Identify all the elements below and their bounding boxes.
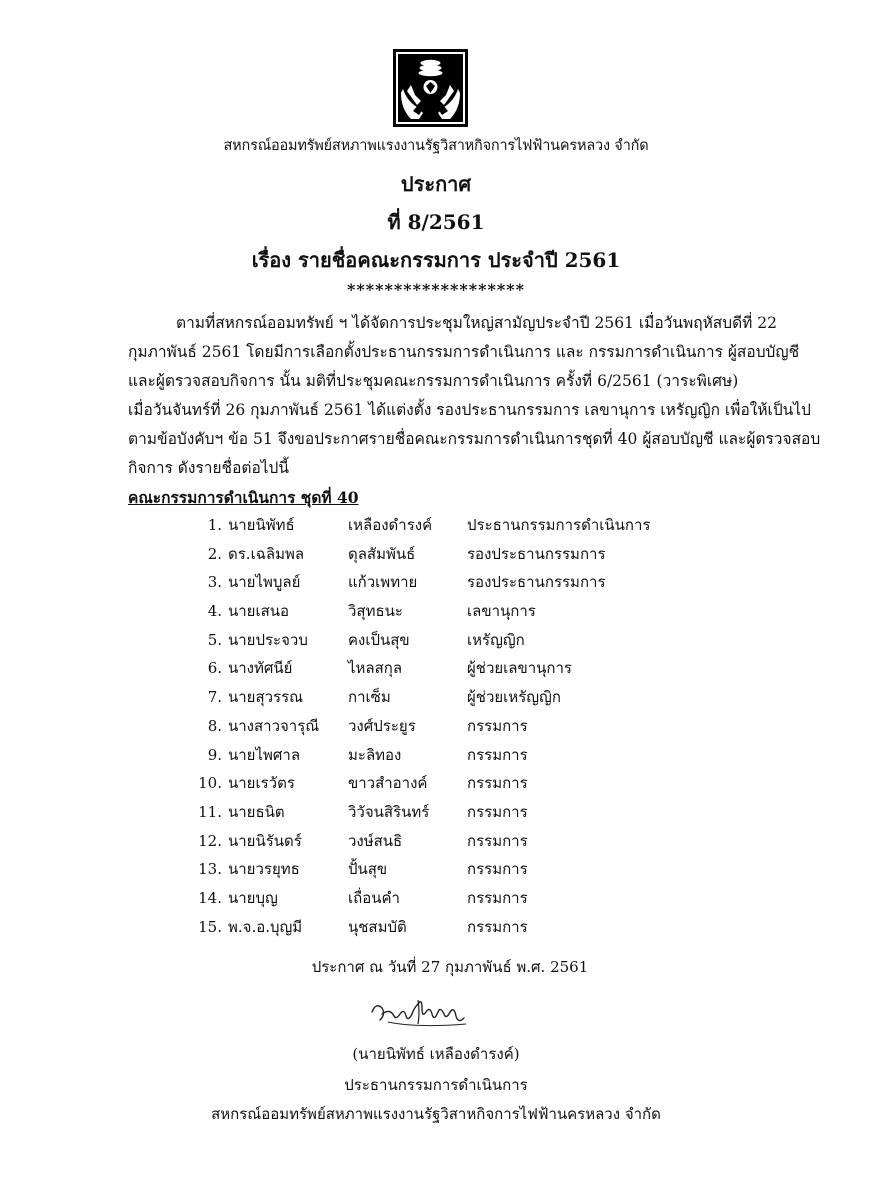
member-row — [198, 511, 678, 540]
member-role: เลขานุการ — [467, 602, 536, 621]
member-number: 3. — [207, 573, 222, 592]
member-row — [198, 597, 678, 626]
member-row — [198, 683, 678, 712]
member-role: กรรมการ — [467, 802, 528, 821]
committee-member-list — [198, 511, 678, 941]
member-role: กรรมการ — [467, 745, 528, 764]
member-last-name: วงศ์ประยูร — [348, 716, 416, 735]
body-line: กิจการ ดังรายชื่อต่อไปนี้ — [128, 459, 289, 477]
member-row — [198, 827, 678, 856]
member-first-name: ดร.เฉลิมพล — [228, 544, 305, 563]
member-number: 7. — [207, 688, 222, 707]
member-last-name: นุชสมบัติ — [348, 917, 407, 936]
member-row — [198, 712, 678, 741]
member-row — [198, 626, 678, 655]
member-row — [198, 568, 678, 597]
member-row — [198, 884, 678, 913]
announcement-date: ประกาศ ณ วันที่ 27 กุมภาพันธ์ พ.ศ. 2561 — [311, 958, 589, 976]
body-line: กุมภาพันธ์ 2561 โดยมีการเลือกตั้งประธานกรรมการดำเนินการ และ กรรมการดำเนินการ ผู้สอบบัญชี — [128, 343, 800, 361]
member-first-name: นายประจวบ — [228, 630, 308, 649]
member-number: 8. — [207, 716, 222, 735]
body-paragraph — [128, 309, 821, 483]
member-number: 12. — [198, 831, 222, 850]
announcement-title: ประกาศ — [400, 172, 472, 196]
member-role: ผู้ช่วยเหรัญญิก — [467, 688, 561, 707]
member-number: 14. — [198, 888, 222, 907]
member-last-name: เถื่อนคำ — [348, 888, 400, 907]
body-line: และผู้ตรวจสอบกิจการ นั้น มติที่ประชุมคณะกรรมการดำเนินการ ครั้งที่ 6/2561 (วาระพิเศษ) — [128, 372, 739, 390]
member-role: ประธานกรรมการดำเนินการ — [467, 516, 651, 534]
signer-name: (นายนิพัทธ์ เหลืองดำรงค์) — [352, 1045, 520, 1063]
announcement-number: ที่ 8/2561 — [387, 210, 485, 234]
member-role: รองประธานกรรมการ — [467, 544, 606, 563]
cooperative-logo-hands-icon — [393, 49, 468, 127]
member-role: ผู้ช่วยเลขานุการ — [467, 659, 572, 678]
member-row — [198, 913, 678, 942]
member-first-name: นายวรยุทธ — [228, 860, 300, 879]
member-last-name: วิสุทธนะ — [348, 602, 403, 621]
member-first-name: นายบุญ — [228, 888, 278, 907]
member-number: 5. — [207, 630, 222, 649]
member-last-name: คงเป็นสุข — [348, 630, 410, 649]
member-role: กรรมการ — [467, 774, 528, 793]
member-row — [198, 741, 678, 770]
separator-line: ******************* — [347, 280, 525, 299]
member-number: 11. — [198, 802, 222, 821]
member-number: 15. — [198, 917, 222, 936]
member-last-name: เหลืองดำรงค์ — [348, 516, 433, 534]
member-first-name: นายไพศาล — [228, 745, 301, 764]
member-number: 4. — [207, 602, 222, 621]
member-number: 2. — [207, 544, 222, 563]
member-first-name: นายธนิต — [228, 802, 285, 821]
handwritten-signature — [368, 994, 472, 1034]
signer-organization: สหกรณ์ออมทรัพย์สหภาพแรงงานรัฐวิสาหกิจการไฟฟ้านครหลวง จำกัด — [211, 1105, 661, 1123]
member-role: รองประธานกรรมการ — [467, 573, 606, 592]
member-row — [198, 540, 678, 569]
member-number: 10. — [198, 774, 222, 793]
member-last-name: แก้วเพทาย — [348, 573, 418, 592]
member-last-name: ดุลสัมพันธ์ — [348, 544, 416, 563]
body-line: เมื่อวันจันทร์ที่ 26 กุมภาพันธ์ 2561 ได้แต่งตั้ง รองประธานกรรมการ เลขานุการ เหรัญญิก เพื่อให้เป็นไป — [128, 401, 811, 419]
committee-heading: คณะกรรมการดำเนินการ ชุดที่ 40 — [128, 488, 359, 507]
member-first-name: นายนิพัทธ์ — [228, 516, 295, 534]
member-first-name: พ.จ.อ.บุญมี — [228, 917, 303, 936]
signer-title: ประธานกรรมการดำเนินการ — [344, 1076, 528, 1094]
member-first-name: นายไพบูลย์ — [228, 573, 301, 592]
member-first-name: นายสุวรรณ — [228, 688, 304, 707]
member-role: กรรมการ — [467, 888, 528, 907]
member-role: กรรมการ — [467, 716, 528, 735]
member-last-name: วิวัจนสิรินทร์ — [348, 802, 430, 821]
member-last-name: มะลิทอง — [348, 745, 402, 764]
body-line: ตามข้อบังคับฯ ข้อ 51 จึงขอประกาศรายชื่อคณะกรรมการดำเนินการชุดที่ 40 ผู้สอบบัญชี และผู้ตรวจสอบ — [128, 430, 821, 448]
member-number: 1. — [207, 516, 222, 534]
organization-header: สหกรณ์ออมทรัพย์สหภาพแรงงานรัฐวิสาหกิจการไฟฟ้านครหลวง จำกัด — [223, 138, 649, 154]
announcement-subject: เรื่อง รายชื่อคณะกรรมการ ประจำปี 2561 — [251, 248, 621, 272]
member-first-name: นายนิรันดร์ — [228, 831, 302, 850]
member-row — [198, 769, 678, 798]
member-last-name: ปั้นสุข — [348, 860, 388, 879]
member-number: 9. — [207, 745, 222, 764]
cooperative-logo — [393, 49, 468, 127]
member-number: 13. — [198, 860, 222, 879]
member-first-name: นางทัศนีย์ — [228, 659, 293, 678]
member-first-name: นางสาวจารุณี — [228, 716, 320, 735]
member-first-name: นายเสนอ — [228, 602, 290, 621]
member-role: กรรมการ — [467, 917, 528, 936]
member-last-name: กาเซ็ม — [348, 688, 391, 707]
member-number: 6. — [207, 659, 222, 678]
member-role: กรรมการ — [467, 860, 528, 879]
member-role: กรรมการ — [467, 831, 528, 850]
member-first-name: นายเรวัตร — [228, 774, 295, 793]
member-role: เหรัญญิก — [467, 630, 525, 649]
member-row — [198, 654, 678, 683]
member-row — [198, 855, 678, 884]
member-last-name: วงษ์สนธิ — [348, 831, 403, 850]
member-last-name: ไหลสกุล — [348, 659, 403, 678]
member-row — [198, 798, 678, 827]
member-last-name: ขาวสำอางค์ — [348, 774, 428, 793]
body-line: ตามที่สหกรณ์ออมทรัพย์ ฯ ได้จัดการประชุมใหญ่สามัญประจำปี 2561 เมื่อวันพฤหัสบดีที่ 22 — [176, 314, 778, 332]
